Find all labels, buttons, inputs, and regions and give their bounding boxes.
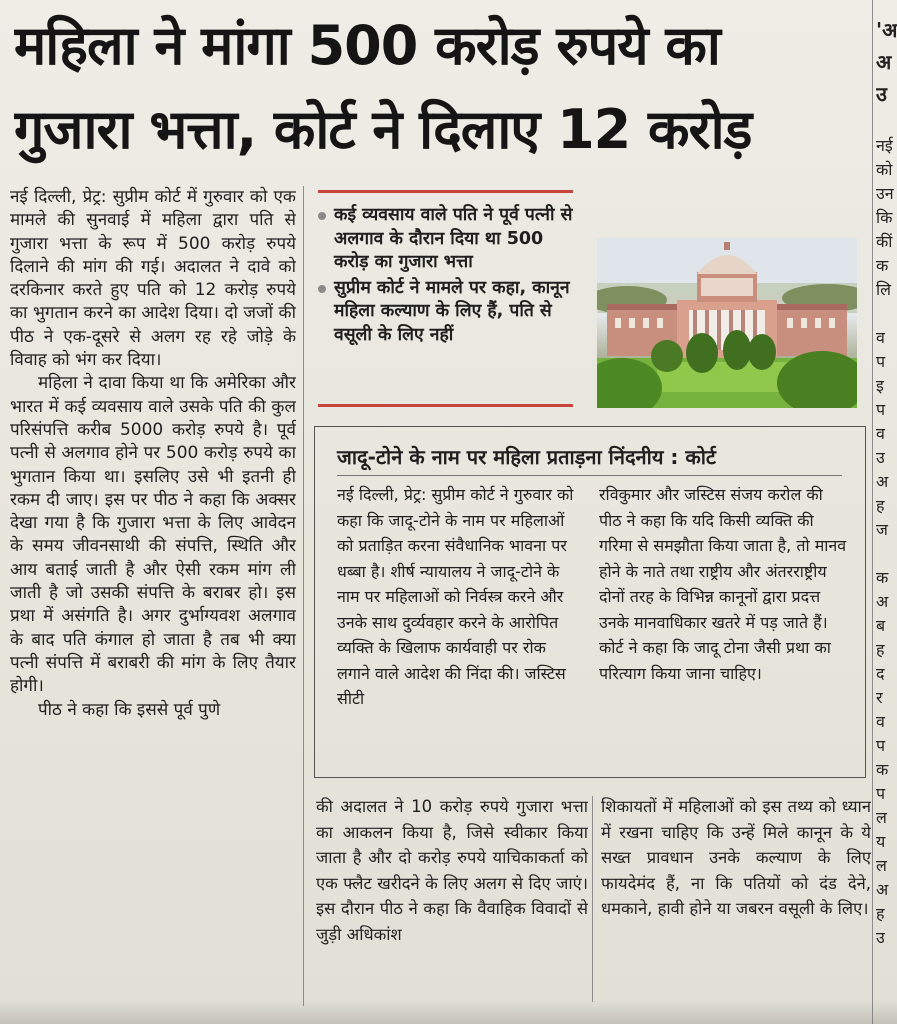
supreme-court-photo bbox=[597, 238, 857, 408]
headline bbox=[14, 4, 864, 172]
boxed-story-column-2: रविकुमार और जस्टिस संजय करोल की पीठ ने कहा कि यदि किसी व्यक्ति की गरिमा से समझौता किया जाता है, तो मानव होने के नाते तथा राष्ट्रीय और अंतरराष्ट्रीय दोनों तरह के विभिन्न कानूनों द्वारा प्रदत्त उनके मानवाधिकार खतरे में पड़ जाते हैं। कोर्ट ने कहा कि जादू टोना जैसी प्रथा का परित्याग किया जाना चाहिए। bbox=[599, 485, 847, 683]
boxed-story bbox=[314, 426, 866, 778]
adjacent-column-fragment: इ bbox=[876, 376, 884, 395]
adjacent-column-fragment: प bbox=[876, 736, 886, 755]
boxed-story-title: जादू-टोने के नाम पर महिला प्रताड़ना निंदनीय : कोर्ट bbox=[337, 445, 716, 469]
adjacent-column-fragment: कि bbox=[876, 208, 893, 227]
headline-line-1: महिला ने मांगा 500 करोड़ रुपये का bbox=[14, 14, 720, 77]
page-bottom-shadow bbox=[0, 1000, 897, 1024]
adjacent-column-fragment: प bbox=[876, 784, 886, 803]
adjacent-column-fragment: उ bbox=[876, 448, 885, 467]
column-divider bbox=[592, 796, 593, 1002]
adjacent-column-fragment: नई bbox=[876, 136, 893, 155]
adjacent-column-fragment: प bbox=[876, 400, 886, 419]
adjacent-column-fragment: ह bbox=[876, 904, 885, 923]
highlights-top-rule bbox=[318, 190, 573, 193]
adjacent-column-fragment: को bbox=[876, 160, 893, 179]
adjacent-column-fragment: अ bbox=[876, 880, 889, 899]
adjacent-column-fragment: ज bbox=[876, 520, 888, 539]
main-story-paragraph-1: नई दिल्ली, प्रेट्र: सुप्रीम कोर्ट में गुरुवार को एक मामले की सुनवाई में महिला द्वारा पति से गुजारा भत्ता के रूप में 500 करोड़ रुपये दिलाने की मांग की गई। अदालत ने दावे को दरकिनार करते हुए पति को 12 करोड़ रुपये का भुगतान करने का आदेश दिया। दो जजों की पीठ ने एक-दूसरे से अलग रह रहे जोड़े के विवाह को भंग कर दिया। bbox=[10, 187, 296, 371]
main-story-column-1 bbox=[10, 186, 296, 996]
adjacent-column-fragment: र bbox=[876, 688, 883, 707]
adjacent-column-fragment: क bbox=[876, 256, 889, 275]
adjacent-column-fragment: ल bbox=[876, 856, 887, 875]
boxed-story-column-1: नई दिल्ली, प्रेट्र: सुप्रीम कोर्ट ने गुरुवार को कहा कि जादू-टोने के नाम पर महिलाओं को प्रताड़ित करना संवैधानिक भावना पर धब्बा है। शीर्ष न्यायालय ने जादू-टोने के नाम पर महिलाओं को निर्वस्त्र करने और उनके साथ दुर्व्यवहार करने के आरोपित व्यक्ति के खिलाफ कार्यवाही पर रोक लगाने वाले आदेश की निंदा की। जस्टिस सीटी bbox=[337, 485, 574, 708]
adjacent-column-fragments bbox=[876, 14, 897, 950]
highlights-box bbox=[316, 204, 578, 349]
page-edge-divider bbox=[872, 0, 873, 1024]
adjacent-column-fragment: 'अ bbox=[876, 18, 897, 42]
adjacent-column-fragment: य bbox=[876, 832, 886, 851]
boxed-story-rule bbox=[337, 475, 842, 476]
supreme-court-building-image bbox=[597, 238, 857, 408]
highlight-item: कई व्यवसाय वाले पति ने पूर्व पत्नी से अलगाव के दौरान दिया था 500 करोड़ का गुजारा भत्ता bbox=[316, 204, 578, 275]
adjacent-column-fragment bbox=[876, 110, 897, 134]
adjacent-column-fragment: ब bbox=[876, 616, 886, 635]
adjacent-column-fragment: उ bbox=[876, 82, 887, 106]
adjacent-column-fragment: कीं bbox=[876, 232, 893, 251]
main-story-column-3: शिकायतों में महिलाओं को इस तथ्य को ध्यान में रखना चाहिए कि उन्हें मिले कानून के ये सख्त प्रावधान उनके कल्याण के लिए फायदेमंद हैं, ना कि पतियों को दंड देने, धमकाने, हावी होने या जबरन वसूली के लिए। bbox=[601, 797, 871, 918]
main-story-paragraph-3: पीठ ने कहा कि इससे पूर्व पुणे bbox=[38, 699, 221, 720]
adjacent-column-fragment: व bbox=[876, 424, 885, 443]
adjacent-column-fragment: उ bbox=[876, 928, 885, 947]
adjacent-column-fragment: उन bbox=[876, 184, 894, 203]
adjacent-column-fragment: ल bbox=[876, 808, 887, 827]
highlight-item: सुप्रीम कोर्ट ने मामले पर कहा, कानून महिला कल्याण के लिए हैं, पति से वसूली के लिए नहीं bbox=[316, 277, 578, 348]
adjacent-column-fragment: ह bbox=[876, 640, 885, 659]
adjacent-column-fragment bbox=[876, 302, 897, 326]
adjacent-column-fragment: प bbox=[876, 352, 886, 371]
main-story-paragraph-2: महिला ने दावा किया था कि अमेरिका और भारत में कई व्यवसाय वाले उसके पति की कुल परिसंपत्ति करीब 5000 करोड़ रुपये है। पूर्व पत्नी से अलगाव होने पर 500 करोड़ रुपये का भुगतान किया था। इसलिए उसे भी इतनी ही रकम दी जाए। इस पर पीठ ने कहा कि अक्सर देखा गया है कि गुजारा भत्ता के लिए आवेदन के समय जीवनसाथी की संपत्ति, स्थिति और आय बताई जाती है और ऐसी रकम मांग ली जाती है जो उसकी संपत्ति के बराबर हो। इस प्रथा में असंगति है। अगर दुर्भाग्यवश अलगाव के बाद पति कंगाल हो जाता है तब भी क्या पत्नी संपत्ति में बराबरी की मांग के लिए तैयार होगी। bbox=[10, 373, 296, 697]
column-divider bbox=[303, 186, 304, 1006]
adjacent-column-fragment: अ bbox=[876, 472, 889, 491]
adjacent-column-fragment: अ bbox=[876, 50, 892, 74]
adjacent-column-fragment: लि bbox=[876, 280, 891, 299]
headline-line-2: गुजारा भत्ता, कोर्ट ने दिलाए 12 करोड़ bbox=[14, 98, 752, 161]
adjacent-column-fragment: ह bbox=[876, 496, 885, 515]
adjacent-column-fragment: व bbox=[876, 712, 885, 731]
main-story-column-2: की अदालत ने 10 करोड़ रुपये गुजारा भत्ता का आकलन किया है, जिसे स्वीकार किया जाता है और दो करोड़ रुपये याचिकाकर्ता को एक फ्लैट खरीदने के लिए अलग से दिए जाएं। इस दौरान पीठ ने कहा कि वैवाहिक विवादों से जुड़ी अधिकांश bbox=[316, 797, 588, 944]
adjacent-column-fragment: क bbox=[876, 568, 889, 587]
adjacent-column-fragment: अ bbox=[876, 592, 889, 611]
adjacent-column-fragment: क bbox=[876, 760, 889, 779]
adjacent-column-fragment: व bbox=[876, 328, 885, 347]
adjacent-column-fragment: द bbox=[876, 664, 885, 683]
adjacent-column-fragment bbox=[876, 542, 897, 566]
highlights-bottom-rule bbox=[318, 404, 573, 407]
